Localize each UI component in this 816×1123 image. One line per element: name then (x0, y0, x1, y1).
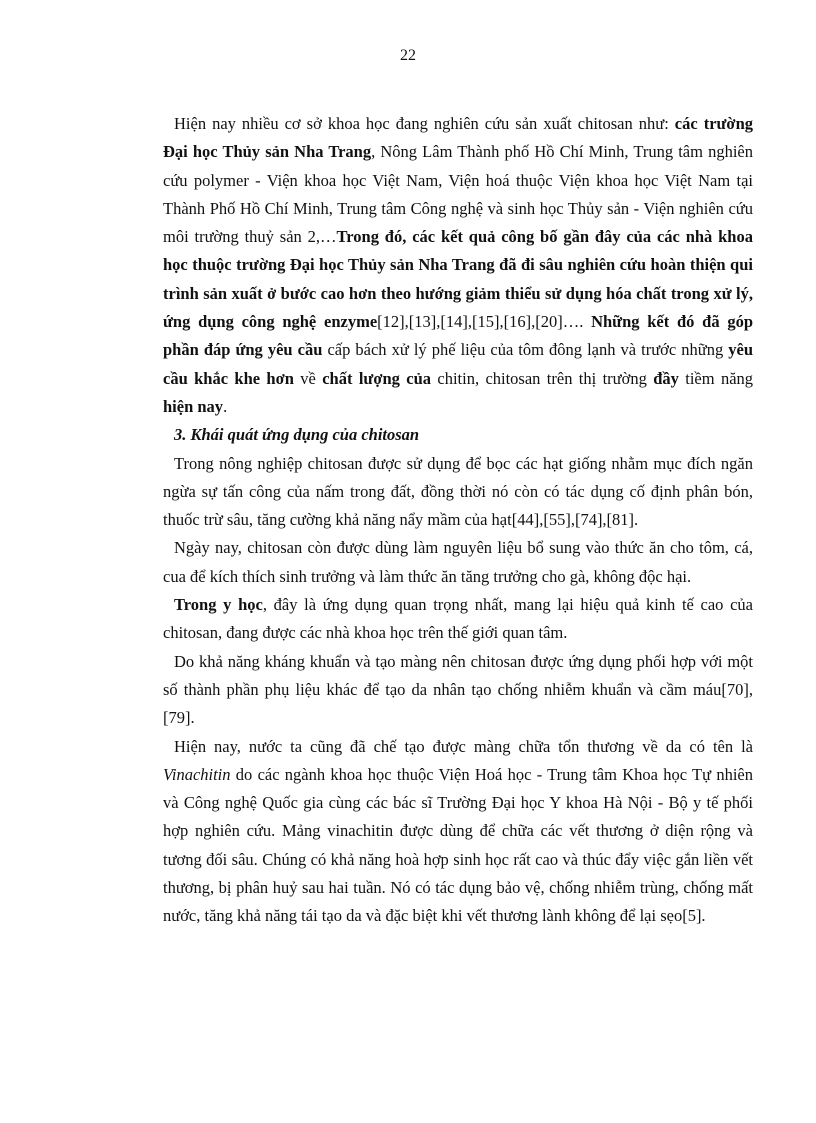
page-number: 22 (400, 47, 416, 64)
text-span: Hiện nay nhiều cơ sở khoa học đang nghiên cứu sản xuất chitosan như: (174, 114, 675, 133)
paragraph-agriculture: Trong nông nghiệp chitosan được sử dụng để bọc các hạt giống nhằm mục đích ngăn ngừa sự tấn công của nấm trong đất, đồng thời nó còn có tác dụng cố định phân bón, thuốc trừ sâu, tăng cường khả năng nẩy mầm của hạt[44],[55],[74],[81]. (163, 453, 753, 530)
paragraph-research-institutions (163, 110, 753, 421)
text-span: , Nông Lâm Thành phố Hồ Chí Minh, Trung tâm nghiên cứu polymer - Viện khoa học Việt Nam, Viện hoá thuộc Viện khoa học Việt Nam tại Thành Phố Hồ Chí Minh, Trung tâm Công nghệ và sinh học Thủy sản - Viện nghiên cứu môi trường thuỷ sản 2,… (163, 142, 753, 247)
section-heading: 3. Khái quát ứng dụng của chitosan (174, 425, 420, 445)
citation-refs: [12],[13],[14],[15],[16],[20]…. (377, 312, 592, 332)
text-span: . (223, 396, 228, 416)
paragraph-vinachitin (163, 733, 753, 931)
bold-text: các trường Đại học Thủy sản Nha Trang (163, 114, 753, 162)
bold-text: yêu cầu khắc khe hơn (163, 340, 753, 388)
paragraph-animal-feed: Ngày nay, chitosan còn được dùng làm nguyên liệu bổ sung vào thức ăn cho tôm, cá, cua để kích thích sinh trưởng và làm thức ăn tăng trưởng cho gà, không độc hại. (163, 538, 753, 586)
bold-text: Những kết đó đã góp phần đáp ứng yêu cầu (163, 312, 754, 360)
paragraph-medicine (163, 591, 753, 648)
italic-text: Vinachitin (163, 764, 231, 784)
text-span: chitin, chitosan trên thị trường (431, 368, 654, 388)
text-span: Hiện nay, nước ta cũng đã chế tạo được màng chữa tổn thương về da có tên là (174, 736, 753, 756)
text-span: , đây là ứng dụng quan trọng nhất, mang lại hiệu quả kinh tế cao của chitosan, đang được các nhà khoa học trên thế giới quan tâm. (163, 595, 754, 643)
bold-text: chất lượng của (322, 368, 432, 388)
bold-text: Trong đó, các kết quả công bố gần đây của các nhà khoa học thuộc trường Đại học Thủy sản Nha Trang đã đi sâu nghiên cứu hoàn thiện qui trình sản xuất ở bước cao hơn theo hướng giảm thiểu sử dụng hóa chất trong xử lý, ứng dụng công nghệ enzyme (163, 227, 753, 332)
text-span: cấp bách xử lý phế liệu của tôm đông lạnh và trước những (322, 340, 729, 360)
text-span: tiềm năng (678, 368, 754, 388)
text-span: về (293, 368, 323, 388)
document-body (163, 110, 753, 931)
paragraph-artificial-skin: Do khả năng kháng khuẩn và tạo màng nên chitosan được ứng dụng phối hợp với một số thành phần phụ liệu khác để tạo da nhân tạo chống nhiễm khuẩn và cầm máu[70],[79]. (163, 651, 753, 728)
text-span: do các ngành khoa học thuộc Viện Hoá học - Trung tâm Khoa học Tự nhiên và Công nghệ Quốc gia cùng các bác sĩ Trường Đại học Y khoa Hà Nội - Bộ y tế phối hợp nghiên cứu. Mảng vinachitin được dùng để chữa các vết thương ở diện rộng và tương đối sâu. Chúng có khả năng hoà hợp sinh học rất cao và thúc đẩy việc gắn liền vết thương, bị phân huỷ sau hai tuần. Nó có tác dụng bảo vệ, chống nhiễm trùng, chống mất nước, tăng khả năng tái tạo da và đặc biệt khi vết thương lành không để lại sẹo[5]. (163, 764, 753, 926)
bold-text: đầy (653, 368, 679, 388)
bold-text: Trong y học (174, 595, 263, 615)
bold-text: hiện nay (163, 396, 224, 416)
